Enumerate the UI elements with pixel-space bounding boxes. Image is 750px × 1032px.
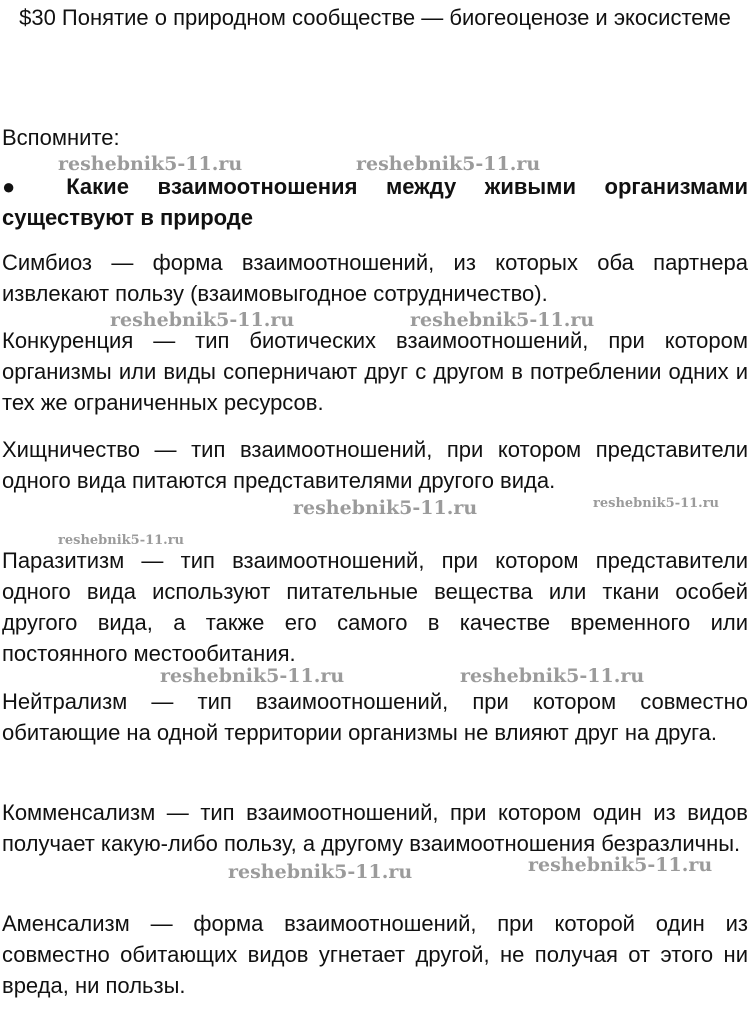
paragraph-amensalism: Аменсализм — форма взаимоотношений, при которой один из совместно обитающих видов угнетает другой, не получая от этого ни вреда, ни пользы. [2,911,748,998]
watermark: reshebnik5-11.ru [293,497,478,519]
page-title: $30 Понятие о природном сообществе — биогеоценозе и экосистеме [19,5,731,30]
watermark: reshebnik5-11.ru [593,496,720,511]
watermark: reshebnik5-11.ru [58,153,243,175]
question-bullet: ● Какие взаимоотношения между живыми организмами существуют в природе [2,174,748,230]
watermark: reshebnik5-11.ru [356,153,541,175]
watermark: reshebnik5-11.ru [460,665,645,687]
watermark: reshebnik5-11.ru [410,309,595,331]
paragraph-commensalism: Комменсализм — тип взаимоотношений, при котором один из видов получает какую-либо пользу, а другому взаимоотношения безразличны. [2,800,748,856]
section-label-recall: Вспомните: [2,125,120,150]
paragraph-competition: Конкуренция — тип биотических взаимоотношений, при котором организмы или виды соперничают друг с другом в потреблении одних и тех же ограниченных ресурсов. [2,328,748,415]
watermark: reshebnik5-11.ru [228,861,413,883]
watermark: reshebnik5-11.ru [110,309,295,331]
paragraph-parasitism: Паразитизм — тип взаимоотношений, при котором представители одного вида используют питательные вещества или ткани особей другого вида, а также его самого в качестве временного или постоянного местообитания. [2,548,748,666]
paragraph-predation: Хищничество — тип взаимоотношений, при котором представители одного вида питаются представителями другого вида. [2,437,748,493]
watermark: reshebnik5-11.ru [528,854,713,876]
watermark: reshebnik5-11.ru [58,533,185,548]
watermark: reshebnik5-11.ru [160,665,345,687]
paragraph-symbiosis: Симбиоз — форма взаимоотношений, из которых оба партнера извлекают пользу (взаимовыгодное сотрудничество). [2,250,748,306]
paragraph-neutralism: Нейтрализм — тип взаимоотношений, при котором совместно обитающие на одной территории организмы не влияют друг на друга. [2,689,748,745]
